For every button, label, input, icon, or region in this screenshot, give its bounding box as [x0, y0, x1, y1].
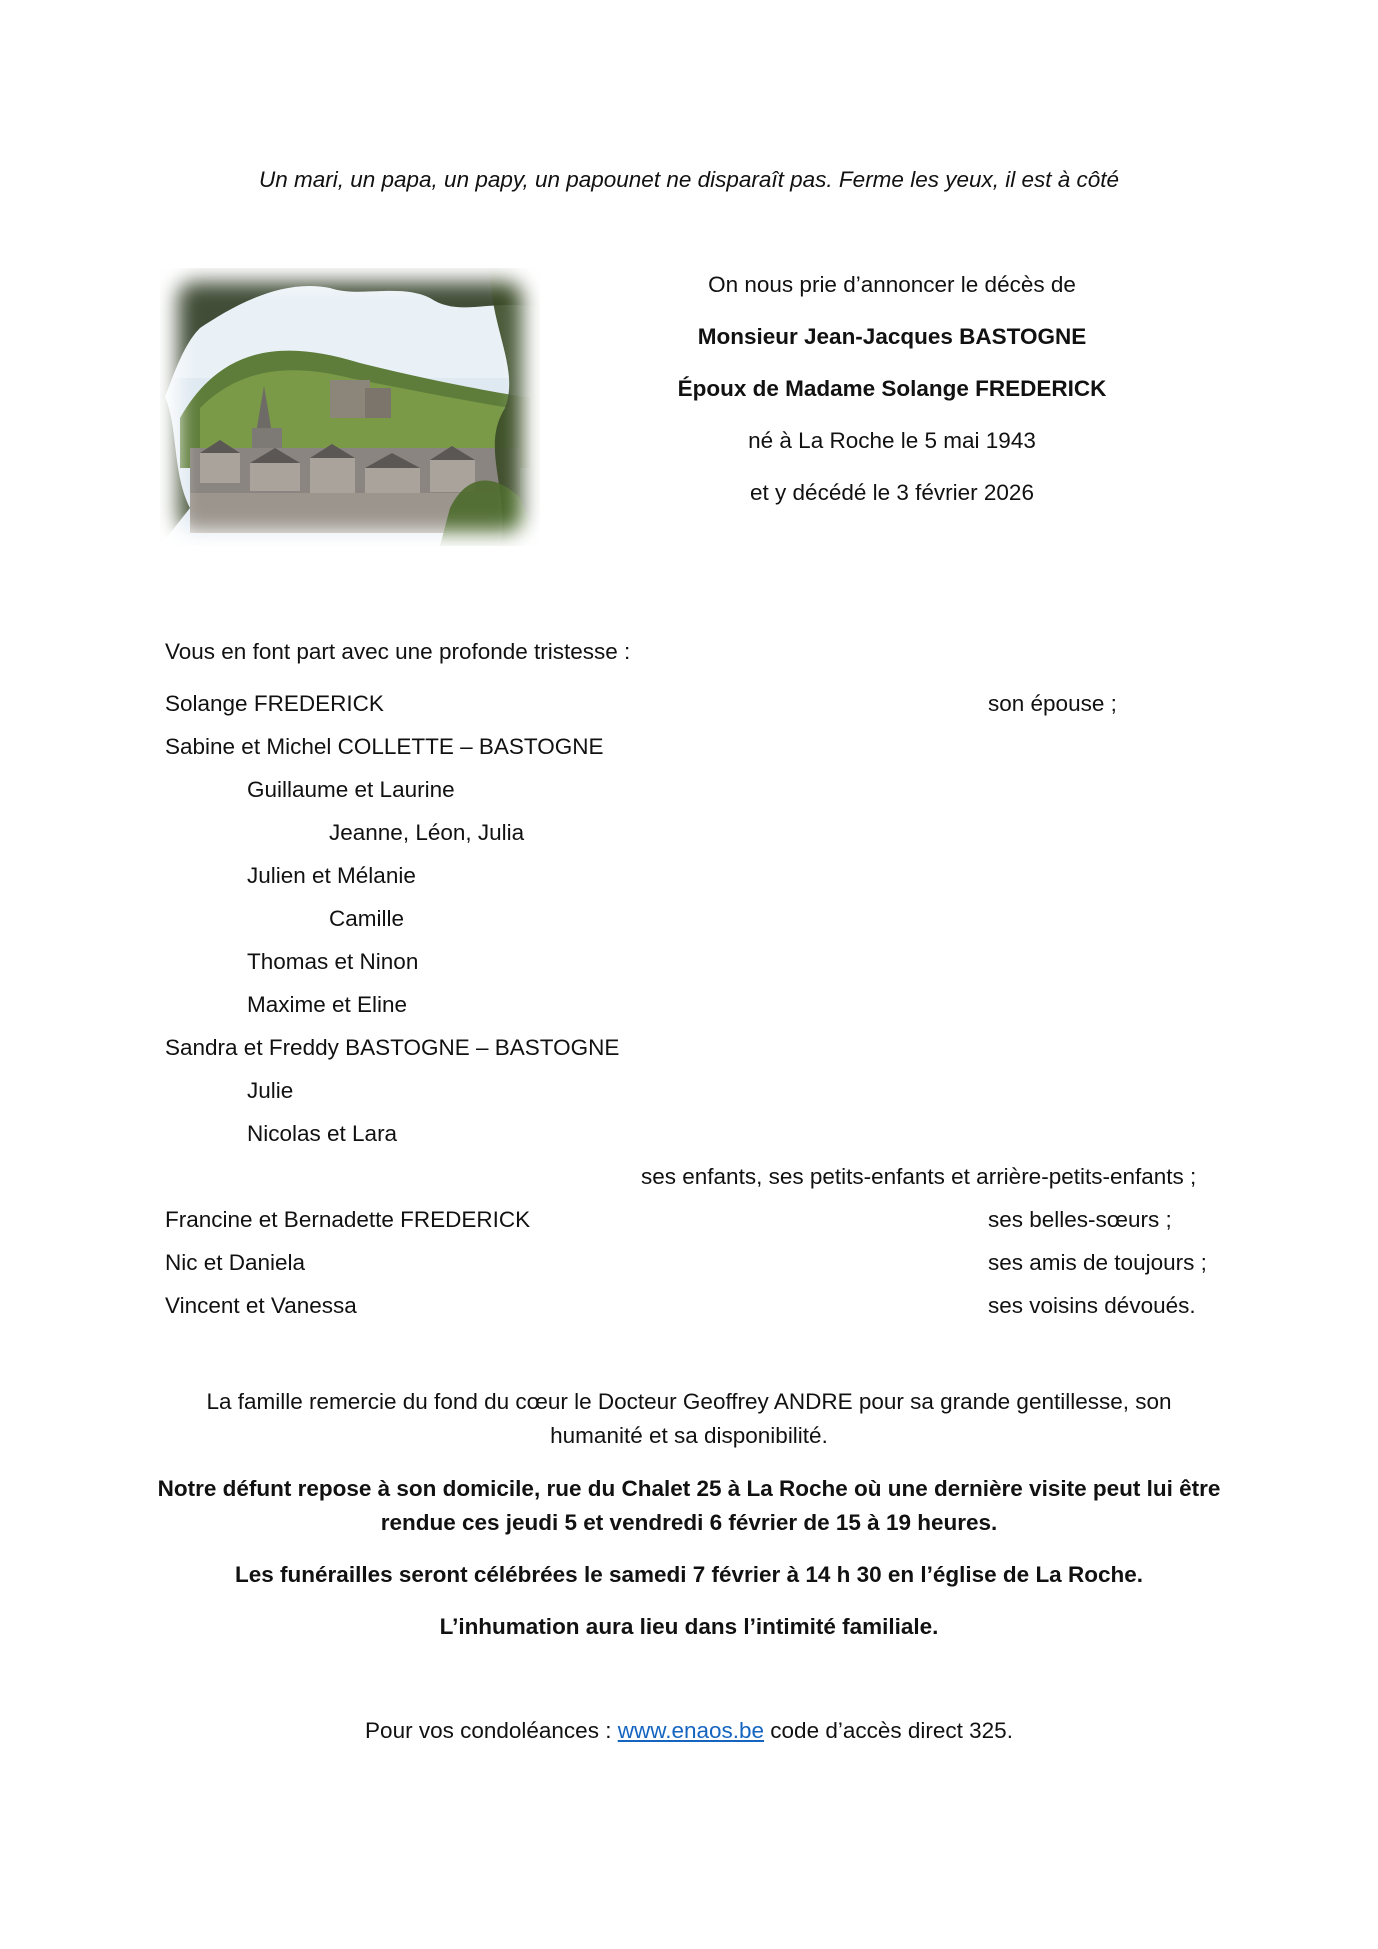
family-member: Guillaume et Laurine — [247, 777, 455, 802]
birth-line: né à La Roche le 5 mai 1943 — [748, 428, 1036, 453]
thanks-line: humanité et sa disponibilité. — [550, 1423, 828, 1448]
family-member: Vincent et Vanessa — [165, 1293, 357, 1318]
family-relation: ses amis de toujours ; — [988, 1250, 1207, 1275]
family-member: Maxime et Eline — [247, 992, 408, 1017]
epigraph: Un mari, un papa, un papy, un papounet ne disparaît pas. Ferme les yeux, il est à côté — [258, 167, 1120, 192]
town-landscape-photo — [160, 268, 540, 546]
spouse-line: Époux de Madame Solange FREDERICK — [677, 376, 1107, 401]
thanks-line: La famille remercie du fond du cœur le Docteur Geoffrey ANDRE pour sa grande gentillesse, son — [206, 1389, 1172, 1414]
family-member: Sandra et Freddy BASTOGNE – BASTOGNE — [165, 1035, 620, 1060]
death-line: et y décédé le 3 février 2026 — [750, 480, 1034, 505]
family-member: Julie — [247, 1078, 294, 1103]
burial-info: L’inhumation aura lieu dans l’intimité familiale. — [439, 1614, 939, 1639]
family-member: Camille — [329, 906, 405, 931]
viewing-info: rendue ces jeudi 5 et vendredi 6 février de 15 à 19 heures. — [380, 1510, 998, 1535]
viewing-info: Notre défunt repose à son domicile, rue du Chalet 25 à La Roche où une dernière visite peut lui être — [157, 1476, 1221, 1501]
family-member: Julien et Mélanie — [247, 863, 416, 888]
condolences-line — [0, 1716, 1378, 1746]
family-relation: ses voisins dévoués. — [988, 1293, 1196, 1318]
condolences-link[interactable]: www.enaos.be — [617, 1718, 765, 1743]
family-intro: Vous en font part avec une profonde tristesse : — [165, 639, 631, 664]
condolences-prefix: Pour vos condoléances : — [365, 1718, 618, 1743]
announcement-intro: On nous prie d’annoncer le décès de — [708, 272, 1076, 297]
family-relation: ses belles-sœurs ; — [988, 1207, 1172, 1232]
funeral-info: Les funérailles seront célébrées le samedi 7 février à 14 h 30 en l’église de La Roche. — [235, 1562, 1143, 1587]
deceased-name: Monsieur Jean-Jacques BASTOGNE — [697, 324, 1087, 349]
family-member: Nic et Daniela — [165, 1250, 306, 1275]
family-member: Sabine et Michel COLLETTE – BASTOGNE — [165, 734, 604, 759]
family-relation: ses enfants, ses petits-enfants et arrière-petits-enfants ; — [641, 1164, 1197, 1189]
family-member: Nicolas et Lara — [247, 1121, 398, 1146]
family-relation: son épouse ; — [988, 691, 1117, 716]
family-member: Solange FREDERICK — [165, 691, 384, 716]
family-member: Thomas et Ninon — [247, 949, 419, 974]
family-member: Francine et Bernadette FREDERICK — [165, 1207, 531, 1232]
condolences-suffix: code d’accès direct 325. — [764, 1718, 1013, 1743]
family-member: Jeanne, Léon, Julia — [329, 820, 525, 845]
